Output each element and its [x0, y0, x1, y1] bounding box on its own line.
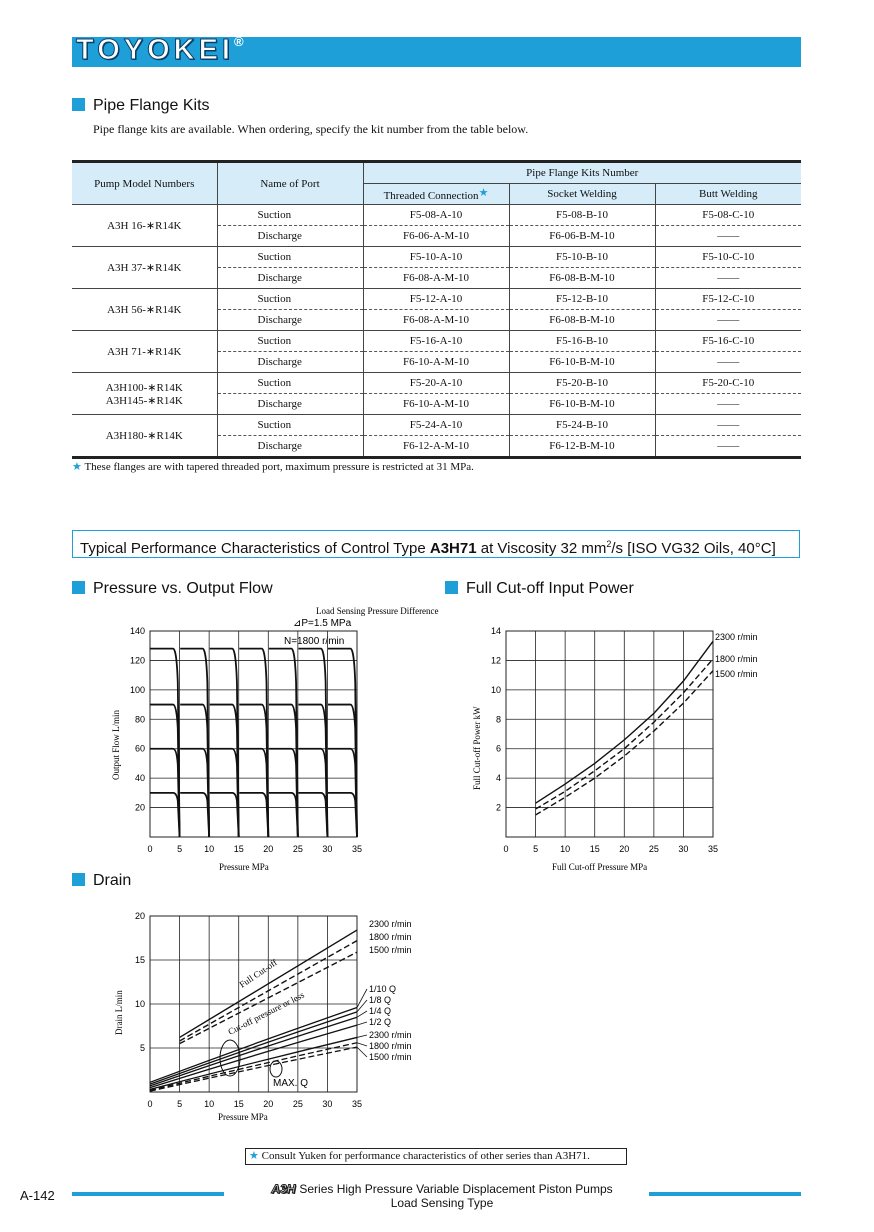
chart1-x-tick-label: 0 [147, 844, 153, 854]
kit-number-cell: F5-20-C-10 [655, 373, 801, 394]
chart1-x-tick-label: 20 [263, 844, 274, 854]
table-row [72, 331, 801, 352]
table-row [72, 289, 801, 310]
square-bullet-icon [445, 581, 458, 594]
chart1-annotation-2: ⊿P=1.5 MPa [293, 618, 352, 629]
drain-partial-line [150, 1047, 357, 1091]
drain-leader-line [357, 989, 367, 1008]
chart3-y-tick-label: 15 [134, 955, 145, 965]
chart2-y-tick-label: 12 [490, 655, 501, 666]
pump-model-label: A3H 37-∗R14K [107, 262, 182, 274]
chart3-y-tick-label: 10 [134, 999, 145, 1009]
chart1-ylabel: Output Flow L/min [111, 709, 121, 780]
drain-leader-line [357, 1022, 367, 1025]
chart2-y-tick-label: 2 [495, 802, 501, 813]
kit-number-cell: F5-08-B-10 [509, 205, 655, 226]
drain-series-label: 2300 r/min [369, 919, 412, 929]
pump-model-cell [72, 331, 217, 373]
kit-number-cell: —— [655, 352, 801, 373]
kit-number-cell: —— [655, 436, 801, 458]
chart1-y-tick-label: 60 [134, 743, 145, 754]
drain-heading: Drain [72, 872, 131, 890]
star-icon: ★ [72, 461, 82, 473]
footer-bar-left [72, 1192, 224, 1196]
flow-curve [298, 649, 327, 837]
pump-model-label: A3H180-∗R14K [105, 430, 183, 442]
chart1-y-tick-label: 120 [129, 655, 145, 666]
kits-heading: Pipe Flange Kits [72, 97, 210, 115]
a3h-series-logo: A3H [271, 1182, 296, 1196]
power-series-label: 1800 r/min [715, 654, 758, 664]
col-model-header: Pump Model Numbers [72, 162, 217, 205]
drain-leader-line [357, 1011, 367, 1017]
chart1-x-tick-label: 25 [292, 844, 303, 854]
drain-partial-line [150, 1043, 357, 1091]
kit-number-cell: F5-24-B-10 [509, 415, 655, 436]
kits-intro: Pipe flange kits are available. When ordering, specify the kit number from the table below. [93, 122, 529, 136]
chart1-y-tick-label: 20 [134, 802, 145, 813]
kit-number-cell: F6-10-B-M-10 [509, 352, 655, 373]
kit-number-cell: —— [655, 394, 801, 415]
chart2-x-tick-label: 25 [648, 844, 659, 854]
chart2-x-tick-label: 5 [533, 844, 539, 854]
port-name-cell: Suction [217, 289, 363, 310]
pressure-flow-chart [100, 600, 439, 880]
chart1-annotation-3: N=1800 r/min [284, 636, 345, 647]
input-power-chart [470, 600, 770, 880]
power-series-label: 2300 r/min [715, 632, 758, 642]
kit-number-cell: F5-08-A-10 [363, 205, 509, 226]
chart1-y-tick-label: 40 [134, 773, 145, 784]
port-name-cell: Suction [217, 415, 363, 436]
port-name-cell: Suction [217, 373, 363, 394]
drain-series-label: 1/10 Q [369, 984, 397, 994]
drain-series-label: 1500 r/min [369, 945, 412, 955]
port-name-cell: Discharge [217, 310, 363, 331]
chart3-ylabel: Drain L/min [114, 990, 124, 1035]
flow-curve [269, 649, 298, 837]
col-kits-header: Pipe Flange Kits Number [363, 162, 801, 184]
footer-bar-right [649, 1192, 801, 1196]
port-name-cell: Suction [217, 247, 363, 268]
kit-number-cell: F6-12-B-M-10 [509, 436, 655, 458]
kit-number-cell: F5-20-B-10 [509, 373, 655, 394]
flow-curve [328, 793, 357, 837]
kit-number-cell: F6-10-A-M-10 [363, 352, 509, 373]
power-heading: Full Cut-off Input Power [445, 580, 634, 598]
drain-series-label: 1500 r/min [369, 1052, 412, 1062]
kit-number-cell: F6-08-B-M-10 [509, 310, 655, 331]
chart3-x-tick-label: 0 [147, 1099, 153, 1109]
chart3-annotation-maxq: MAX. Q [273, 1078, 309, 1089]
pipe-flange-kits-table [72, 160, 801, 459]
kit-number-cell: F5-10-A-10 [363, 247, 509, 268]
flow-curve [269, 793, 298, 837]
kit-number-cell: F6-08-B-M-10 [509, 268, 655, 289]
kit-number-cell: F6-06-A-M-10 [363, 226, 509, 247]
port-name-cell: Suction [217, 205, 363, 226]
port-name-cell: Discharge [217, 352, 363, 373]
chart3-x-tick-label: 15 [233, 1099, 244, 1109]
flow-curve [328, 705, 357, 837]
kit-number-cell: F5-10-B-10 [509, 247, 655, 268]
kit-number-cell: F6-08-A-M-10 [363, 310, 509, 331]
drain-leader-line [357, 1035, 367, 1037]
chart2-x-tick-label: 15 [589, 844, 600, 854]
drain-series-label: 1/8 Q [369, 995, 392, 1005]
drain-series-label: 1800 r/min [369, 932, 412, 942]
kit-number-cell: F5-20-A-10 [363, 373, 509, 394]
flow-curve [239, 793, 268, 837]
port-name-cell: Discharge [217, 394, 363, 415]
square-bullet-icon [72, 581, 85, 594]
drain-partial-line [150, 1025, 357, 1087]
col-socket-header: Socket Welding [509, 184, 655, 205]
flow-curve [210, 649, 239, 837]
star-icon: ★ [478, 187, 489, 199]
flow-curve [239, 705, 268, 837]
pq-heading: Pressure vs. Output Flow [72, 580, 273, 598]
kit-number-cell: —— [655, 310, 801, 331]
chart2-y-tick-label: 10 [490, 684, 501, 695]
consult-note: ★ Consult Yuken for performance characteristics of other series than A3H71. [245, 1148, 627, 1165]
drain-series-label: 1800 r/min [369, 1041, 412, 1051]
flow-curve [150, 705, 180, 837]
flow-curve [210, 705, 239, 837]
chart1-y-tick-label: 100 [129, 684, 145, 695]
footer-title: A3H Series High Pressure Variable Displacement Piston Pumps Load Sensing Type [271, 1182, 613, 1210]
pump-model-label: A3H 71-∗R14K [107, 346, 182, 358]
port-name-cell: Discharge [217, 226, 363, 247]
chart2-y-tick-label: 14 [490, 626, 501, 636]
chart2-frame [506, 631, 713, 837]
flow-curve [269, 705, 298, 837]
flow-curve [328, 649, 357, 837]
power-series-label: 1500 r/min [715, 669, 758, 679]
col-butt-header: Butt Welding [655, 184, 801, 205]
kit-number-cell: F5-16-C-10 [655, 331, 801, 352]
pump-model-label: A3H100-∗R14K [105, 381, 183, 394]
chart2-ylabel: Full Cut-off Power kW [472, 706, 482, 790]
pump-model-label: A3H145-∗R14K [105, 394, 183, 407]
chart3-y-tick-label: 20 [134, 911, 145, 921]
drain-leader-line [357, 1000, 367, 1012]
flow-curve [210, 793, 239, 837]
square-bullet-icon [72, 98, 85, 111]
kit-number-cell: F5-16-B-10 [509, 331, 655, 352]
table-row [72, 415, 801, 436]
chart1-y-tick-label: 80 [134, 714, 145, 725]
pump-model-cell [72, 415, 217, 458]
drain-leader-line [357, 1043, 367, 1046]
kit-number-cell: F6-10-A-M-10 [363, 394, 509, 415]
flow-curve [180, 793, 209, 837]
chart3-x-tick-label: 10 [204, 1099, 215, 1109]
pump-model-label: A3H 16-∗R14K [107, 220, 182, 232]
kit-number-cell: F5-16-A-10 [363, 331, 509, 352]
table-row [72, 205, 801, 226]
drain-series-label: 1/4 Q [369, 1006, 392, 1016]
square-bullet-icon [72, 873, 85, 886]
port-name-cell: Discharge [217, 268, 363, 289]
drain-series-label: 1/2 Q [369, 1017, 392, 1027]
chart3-y-tick-label: 5 [139, 1043, 145, 1053]
chart2-x-tick-label: 35 [707, 844, 719, 854]
col-port-header: Name of Port [217, 162, 363, 205]
flow-curve [180, 705, 209, 837]
chart2-y-tick-label: 6 [495, 743, 501, 754]
chart3-x-tick-label: 5 [177, 1099, 183, 1109]
chart1-x-tick-label: 10 [204, 844, 215, 854]
kit-number-cell: F6-10-B-M-10 [509, 394, 655, 415]
chart1-x-tick-label: 30 [322, 844, 333, 854]
kit-number-cell: F5-08-C-10 [655, 205, 801, 226]
flow-curve [150, 649, 180, 837]
star-icon: ★ [249, 1150, 259, 1162]
chart1-x-tick-label: 35 [351, 844, 363, 854]
flow-curve [150, 793, 180, 837]
kit-number-cell: —— [655, 268, 801, 289]
chart3-xlabel: Pressure MPa [218, 1112, 268, 1122]
kits-note: ★ These flanges are with tapered threaded port, maximum pressure is restricted at 31 MPa. [72, 461, 474, 473]
chart2-x-tick-label: 10 [560, 844, 571, 854]
kit-number-cell: —— [655, 415, 801, 436]
chart3-x-tick-label: 35 [351, 1099, 363, 1109]
pump-model-cell [72, 373, 217, 415]
port-name-cell: Suction [217, 331, 363, 352]
table-row [72, 247, 801, 268]
chart1-y-tick-label: 140 [129, 626, 145, 636]
kit-number-cell: F6-06-B-M-10 [509, 226, 655, 247]
port-name-cell: Discharge [217, 436, 363, 458]
chart3-annotation-cutoff: Cut-off pressure or less [226, 989, 306, 1037]
chart2-x-tick-label: 30 [678, 844, 689, 854]
flow-curve [180, 649, 209, 837]
chart2-y-tick-label: 8 [495, 714, 501, 725]
drain-partial-line [150, 1037, 357, 1089]
brand-logo: TOYOKEI® [76, 34, 248, 66]
pump-model-label: A3H 56-∗R14K [107, 304, 182, 316]
performance-title: Typical Performance Characteristics of Control Type A3H71 at Viscosity 32 $mm^2/s$ [ISO VG32 Oils, 40°C] [72, 530, 800, 558]
chart1-x-tick-label: 5 [177, 844, 183, 854]
chart3-annotation-fullcutoff: Full Cut-off [237, 957, 279, 990]
chart1-annotation-1: Load Sensing Pressure Difference [316, 606, 439, 616]
kit-number-cell: F6-12-A-M-10 [363, 436, 509, 458]
chart3-x-tick-label: 25 [292, 1099, 303, 1109]
kit-number-cell: F5-10-C-10 [655, 247, 801, 268]
col-threaded-header: Threaded Connection★ [363, 184, 509, 205]
kit-number-cell: F6-08-A-M-10 [363, 268, 509, 289]
kit-number-cell: F5-12-B-10 [509, 289, 655, 310]
page-number: A-142 [20, 1188, 55, 1203]
chart1-x-tick-label: 15 [233, 844, 244, 854]
chart1-xlabel: Pressure MPa [219, 862, 269, 872]
kit-number-cell: —— [655, 226, 801, 247]
drain-chart [100, 900, 440, 1130]
pump-model-cell [72, 289, 217, 331]
chart2-y-tick-label: 4 [495, 773, 501, 784]
flow-curve [298, 705, 327, 837]
chart3-x-tick-label: 30 [322, 1099, 333, 1109]
kit-number-cell: F5-12-A-10 [363, 289, 509, 310]
kit-number-cell: F5-12-C-10 [655, 289, 801, 310]
drain-series-label: 2300 r/min [369, 1030, 412, 1040]
drain-partial-line [150, 1017, 357, 1086]
pump-model-cell [72, 247, 217, 289]
flow-curve [239, 649, 268, 837]
chart2-xlabel: Full Cut-off Pressure MPa [552, 862, 648, 872]
kit-number-cell: F5-24-A-10 [363, 415, 509, 436]
chart2-x-tick-label: 0 [503, 844, 509, 854]
flow-curve [298, 793, 327, 837]
chart3-x-tick-label: 20 [263, 1099, 274, 1109]
chart2-x-tick-label: 20 [619, 844, 630, 854]
pump-model-cell [72, 205, 217, 247]
drain-leader-line [357, 1047, 367, 1057]
table-row [72, 373, 801, 394]
